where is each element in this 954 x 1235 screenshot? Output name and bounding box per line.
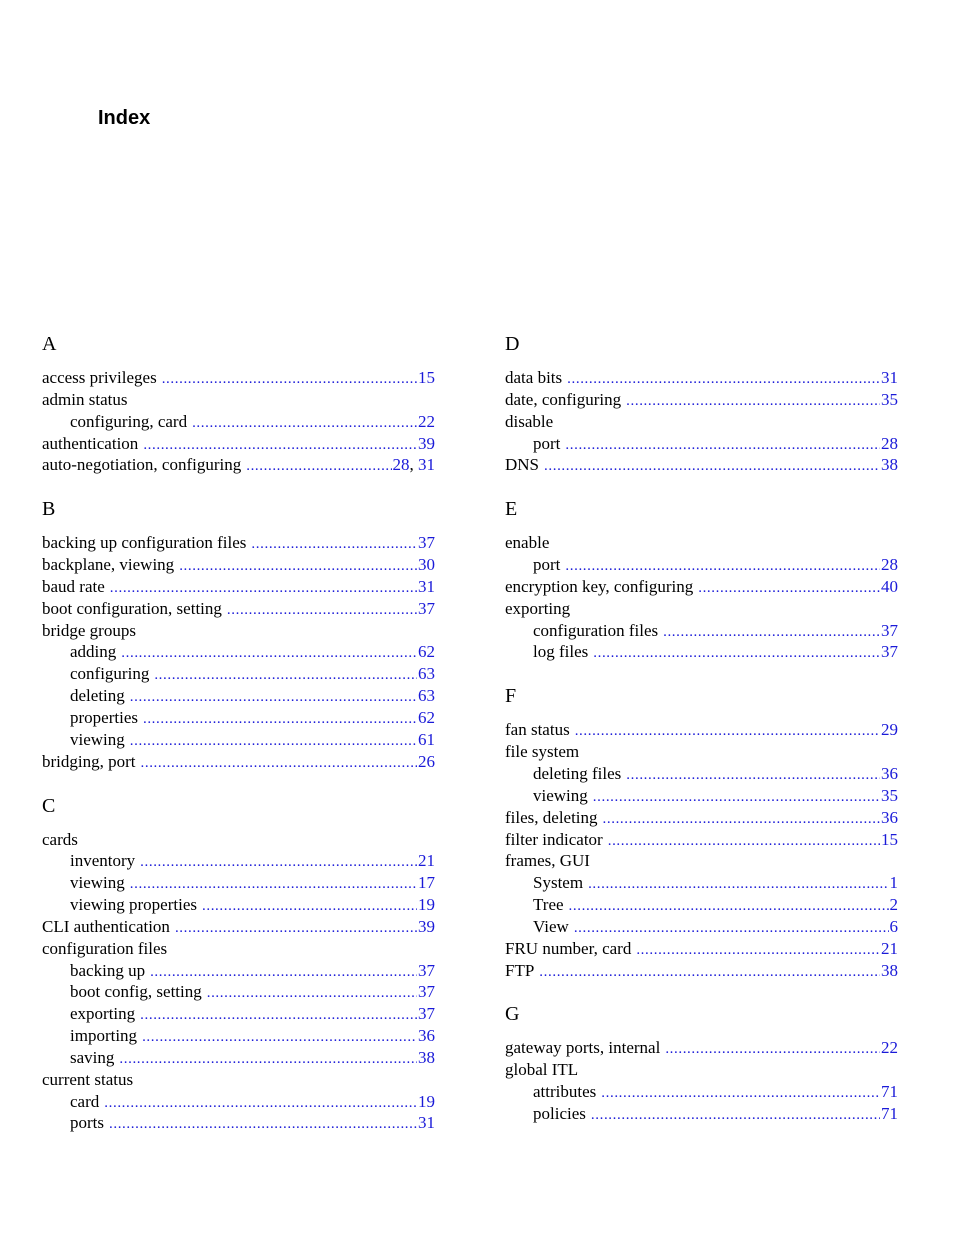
index-term: deleting (70, 686, 125, 706)
page-refs (418, 1003, 435, 1025)
dot-leader (140, 1005, 417, 1027)
index-entry (42, 576, 435, 598)
index-term: viewing (70, 873, 125, 893)
index-term: current status (42, 1069, 134, 1089)
page-number-link[interactable]: 35 (881, 785, 898, 805)
dot-leader (130, 731, 417, 753)
page-refs (418, 598, 435, 620)
index-term: backing up configuration files (42, 533, 247, 553)
index-section-c (42, 793, 435, 1135)
index-term: authentication (42, 433, 139, 453)
page-number-link[interactable]: 36 (418, 1026, 435, 1046)
dot-leader (603, 809, 880, 831)
index-term: boot configuration, setting (42, 598, 222, 618)
page-number-link[interactable]: 28 (392, 455, 410, 475)
dot-leader (663, 622, 880, 644)
dot-leader (207, 983, 417, 1005)
index-entry (505, 389, 898, 411)
index-term: configuring, card (70, 411, 188, 431)
dot-leader (565, 556, 880, 578)
dot-leader (636, 940, 880, 962)
index-entry (42, 389, 435, 411)
dot-leader (591, 1105, 880, 1127)
dot-leader (575, 721, 880, 743)
dot-leader (110, 578, 417, 600)
index-term: properties (70, 707, 138, 727)
page-refs (890, 916, 899, 938)
index-term: data bits (505, 368, 563, 387)
index-subentry (505, 1103, 898, 1125)
index-subentry (505, 1081, 898, 1103)
index-entry (505, 960, 898, 982)
dot-leader (544, 456, 880, 478)
page-number-link[interactable]: 22 (418, 411, 435, 431)
section-letter-heading: B (42, 498, 56, 521)
index-subentry (42, 981, 435, 1003)
page-refs (418, 367, 435, 389)
page-refs (881, 807, 898, 829)
index-term: exporting (70, 1004, 136, 1024)
dot-leader (593, 643, 880, 665)
page-refs (418, 641, 435, 663)
index-column-left (42, 331, 435, 1154)
index-subentry (42, 1091, 435, 1113)
page-number-link[interactable]: 15 (418, 368, 435, 387)
index-subentry (42, 872, 435, 894)
page-refs (418, 1091, 435, 1113)
page-refs (881, 433, 898, 455)
index-subentry (42, 894, 435, 916)
page-refs (890, 894, 899, 916)
page-refs (418, 532, 435, 554)
dot-leader (569, 896, 889, 918)
index-term: gateway ports, internal (505, 1038, 661, 1058)
index-term: DNS (505, 455, 540, 475)
index-subentry (42, 1047, 435, 1069)
index-term: configuring (70, 664, 150, 684)
dot-leader (179, 556, 417, 578)
index-term: saving (70, 1047, 115, 1067)
page-refs (418, 1025, 435, 1047)
page-refs (418, 1112, 435, 1134)
page-title: Index (98, 107, 151, 129)
dot-leader (698, 578, 880, 600)
page-number-link[interactable]: 37 (418, 533, 435, 553)
page-number-link[interactable]: 28 (881, 555, 898, 575)
index-entry (42, 1069, 435, 1091)
index-subentry (42, 707, 435, 729)
page-refs (418, 663, 435, 685)
index-subentry (505, 620, 898, 642)
index-entry (505, 576, 898, 598)
dot-leader (626, 391, 880, 413)
page-refs (881, 719, 898, 741)
page-refs (881, 1037, 898, 1059)
index-column-right (505, 331, 898, 1145)
index-term: exporting (505, 598, 571, 618)
index-subentry (505, 433, 898, 455)
dot-leader (574, 918, 889, 940)
dot-leader (567, 369, 880, 391)
index-section-d (505, 331, 898, 476)
index-term: System (533, 873, 584, 893)
page-number-link[interactable]: 62 (418, 707, 435, 727)
index-section-f (505, 683, 898, 981)
page-number-link[interactable]: 37 (881, 642, 898, 662)
page-refs (418, 685, 435, 707)
page-number-link[interactable]: 22 (881, 1038, 898, 1058)
dot-leader (162, 369, 417, 391)
page-number-link[interactable]: 21 (881, 938, 898, 958)
index-term: encryption key, configuring (505, 576, 694, 596)
page-refs (418, 960, 435, 982)
index-term: auto-negotiation, configuring (42, 455, 242, 475)
page-number-link[interactable]: 63 (418, 686, 435, 706)
page-number-link[interactable]: 21 (418, 851, 435, 871)
page-number-link[interactable]: 29 (881, 720, 898, 740)
page-refs (881, 960, 898, 982)
index-term: filter indicator (505, 829, 603, 849)
page-refs (418, 981, 435, 1003)
page-number-link[interactable]: 40 (881, 576, 898, 596)
index-entry (505, 1037, 898, 1059)
dot-leader (608, 831, 880, 853)
page-number-link[interactable]: 2 (889, 895, 898, 915)
index-section-a (42, 331, 435, 476)
index-term: global ITL (505, 1060, 579, 1080)
page-number-link[interactable]: 37 (418, 598, 435, 618)
section-letter-heading: G (505, 1003, 520, 1026)
index-subentry (42, 411, 435, 433)
page-refs (881, 367, 898, 389)
page-number-link[interactable]: 35 (881, 389, 898, 409)
page-refs (418, 576, 435, 598)
section-letter-heading: C (42, 794, 56, 817)
page-number-link[interactable]: 36 (881, 807, 898, 827)
page-refs (418, 433, 435, 455)
dot-leader (143, 435, 417, 457)
index-term: attributes (533, 1082, 597, 1102)
index-term: backplane, viewing (42, 555, 175, 575)
page-refs (418, 850, 435, 872)
index-term: admin status (42, 389, 128, 409)
dot-leader (150, 962, 417, 984)
page-refs (881, 1103, 898, 1125)
index-term: disable (505, 411, 554, 431)
page-refs (418, 1047, 435, 1069)
page-refs (881, 829, 898, 851)
dot-leader (588, 874, 888, 896)
dot-leader (143, 709, 417, 731)
index-term: frames, GUI (505, 851, 590, 871)
page-refs (418, 554, 435, 576)
dot-leader (175, 918, 417, 940)
index-subentry (505, 916, 898, 938)
page-refs (418, 729, 435, 751)
index-term: cards (42, 829, 78, 849)
index-subentry (42, 729, 435, 751)
index-term: View (533, 916, 569, 936)
page-number-link[interactable]: 31 (418, 576, 435, 596)
page-refs (418, 751, 435, 773)
index-entry (42, 829, 435, 851)
index-term: files, deleting (505, 807, 598, 827)
index-term: baud rate (42, 576, 105, 596)
page-number-link[interactable]: 19 (418, 895, 435, 915)
index-term: access privileges (42, 368, 157, 387)
page-refs (418, 411, 435, 433)
index-subentry (505, 554, 898, 576)
index-term: policies (533, 1103, 586, 1123)
index-subentry (505, 641, 898, 663)
page-number-link[interactable]: 39 (418, 916, 435, 936)
index-section-b (42, 496, 435, 772)
index-entry (505, 719, 898, 741)
index-entry (505, 829, 898, 851)
dot-leader (119, 1049, 417, 1071)
dot-leader (192, 413, 417, 435)
index-term: importing (70, 1026, 138, 1046)
index-entry (505, 741, 898, 763)
page-refs (881, 620, 898, 642)
page-number-link[interactable]: 31 (881, 368, 898, 387)
page-refs (881, 938, 898, 960)
index-term: ports (70, 1113, 104, 1133)
index-term: CLI authentication (42, 916, 170, 936)
page-refs (881, 554, 898, 576)
page-refs (881, 454, 898, 476)
index-term: Tree (533, 895, 564, 915)
index-term: bridge groups (42, 620, 136, 640)
dot-leader (593, 787, 880, 809)
dot-leader (154, 665, 417, 687)
page-refs (881, 763, 898, 785)
index-term: inventory (70, 851, 136, 871)
page-number-link[interactable]: 63 (418, 664, 435, 684)
page-number-link[interactable]: 37 (418, 960, 435, 980)
page-refs (881, 1081, 898, 1103)
index-term: date, configuring (505, 389, 622, 409)
page-number-link[interactable]: 38 (881, 960, 898, 980)
dot-leader (141, 753, 418, 775)
dot-leader (539, 962, 880, 984)
index-entry (42, 532, 435, 554)
page-number-link[interactable]: 1 (889, 873, 898, 893)
page-number-link[interactable]: 37 (418, 1004, 435, 1024)
index-term: port (533, 555, 561, 575)
index-subentry (505, 872, 898, 894)
page-number-link[interactable]: 6 (889, 916, 898, 936)
index-entry (42, 938, 435, 960)
page-refs (881, 389, 898, 411)
index-term: log files (533, 642, 589, 662)
index-entry (42, 598, 435, 620)
index-entry (42, 620, 435, 642)
index-subentry (505, 894, 898, 916)
index-term: bridging, port (42, 751, 136, 771)
section-letter-heading: F (505, 685, 517, 708)
page-number-link[interactable]: 61 (418, 729, 435, 749)
dot-leader (246, 456, 391, 478)
page-number-link[interactable]: 39 (418, 433, 435, 453)
page-refs: 28, 31 (392, 455, 435, 475)
page-number-link[interactable]: 15 (881, 829, 898, 849)
index-term: file system (505, 742, 580, 762)
page-number-link[interactable]: 31 (418, 455, 435, 475)
index-entry (505, 938, 898, 960)
index-subentry (42, 850, 435, 872)
index-entry (42, 433, 435, 455)
index-entry (505, 411, 898, 433)
dot-leader (227, 600, 417, 622)
page-number-link[interactable]: 17 (418, 873, 435, 893)
index-term: FRU number, card (505, 938, 632, 958)
section-letter-heading: D (505, 333, 520, 355)
index-term: port (533, 433, 561, 453)
index-entry (42, 454, 435, 476)
page-number-link[interactable]: 30 (418, 555, 435, 575)
page-number-link[interactable]: 62 (418, 642, 435, 662)
index-term: deleting files (533, 763, 622, 783)
dot-leader (601, 1083, 880, 1105)
dot-leader (202, 896, 417, 918)
index-subentry (505, 763, 898, 785)
page-refs (418, 872, 435, 894)
index-entry (42, 367, 435, 389)
dot-leader (130, 874, 417, 896)
index-subentry (42, 960, 435, 982)
index-entry (505, 1059, 898, 1081)
index-term: adding (70, 642, 117, 662)
dot-leader (626, 765, 880, 787)
index-entry (505, 367, 898, 389)
index-term: viewing (70, 729, 125, 749)
page-number-link[interactable]: 36 (881, 763, 898, 783)
dot-leader (109, 1114, 417, 1136)
index-entry (505, 532, 898, 554)
index-section-e (505, 496, 898, 663)
section-letter-heading: A (42, 333, 57, 355)
index-section-g (505, 1001, 898, 1124)
page-number-link[interactable]: 37 (418, 982, 435, 1002)
page-number-link[interactable]: 71 (881, 1082, 898, 1102)
index-subentry (42, 663, 435, 685)
page-refs (418, 894, 435, 916)
index-entry (505, 807, 898, 829)
dot-leader (142, 1027, 417, 1049)
index-subentry (42, 685, 435, 707)
page-number-link[interactable]: 31 (418, 1113, 435, 1133)
page-refs (418, 916, 435, 938)
section-letter-heading: E (505, 498, 518, 521)
index-term: backing up (70, 960, 146, 980)
dot-leader (121, 643, 417, 665)
page-number-link[interactable]: 26 (418, 751, 435, 771)
page-number-link[interactable]: 19 (418, 1091, 435, 1111)
page-refs (881, 641, 898, 663)
page-number-link[interactable]: 37 (881, 620, 898, 640)
index-entry (42, 916, 435, 938)
dot-leader (565, 435, 880, 457)
index-term: FTP (505, 960, 535, 980)
page-number-link[interactable]: 38 (881, 455, 898, 475)
index-subentry (42, 641, 435, 663)
index-term: boot config, setting (70, 982, 202, 1002)
index-subentry (42, 1025, 435, 1047)
dot-leader (104, 1093, 417, 1115)
page-number-link[interactable]: 28 (881, 433, 898, 453)
dot-leader (251, 534, 417, 556)
index-entry (505, 850, 898, 872)
page-refs (418, 707, 435, 729)
index-term: fan status (505, 720, 570, 740)
index-term: viewing (533, 785, 588, 805)
dot-leader (130, 687, 417, 709)
index-term: card (70, 1091, 100, 1111)
page-refs (890, 872, 899, 894)
index-entry (42, 554, 435, 576)
dot-leader (665, 1039, 880, 1061)
index-term: configuration files (533, 620, 659, 640)
page-number-link[interactable]: 71 (881, 1103, 898, 1123)
index-subentry (42, 1112, 435, 1134)
page-refs (881, 785, 898, 807)
index-term: viewing properties (70, 895, 197, 915)
index-entry (42, 751, 435, 773)
index-entry (505, 598, 898, 620)
page-number-link[interactable]: 38 (418, 1047, 435, 1067)
page-refs (881, 576, 898, 598)
index-term: enable (505, 533, 550, 553)
index-entry (505, 454, 898, 476)
dot-leader (140, 852, 417, 874)
index-subentry (505, 785, 898, 807)
index-subentry (42, 1003, 435, 1025)
index-term: configuration files (42, 938, 168, 958)
